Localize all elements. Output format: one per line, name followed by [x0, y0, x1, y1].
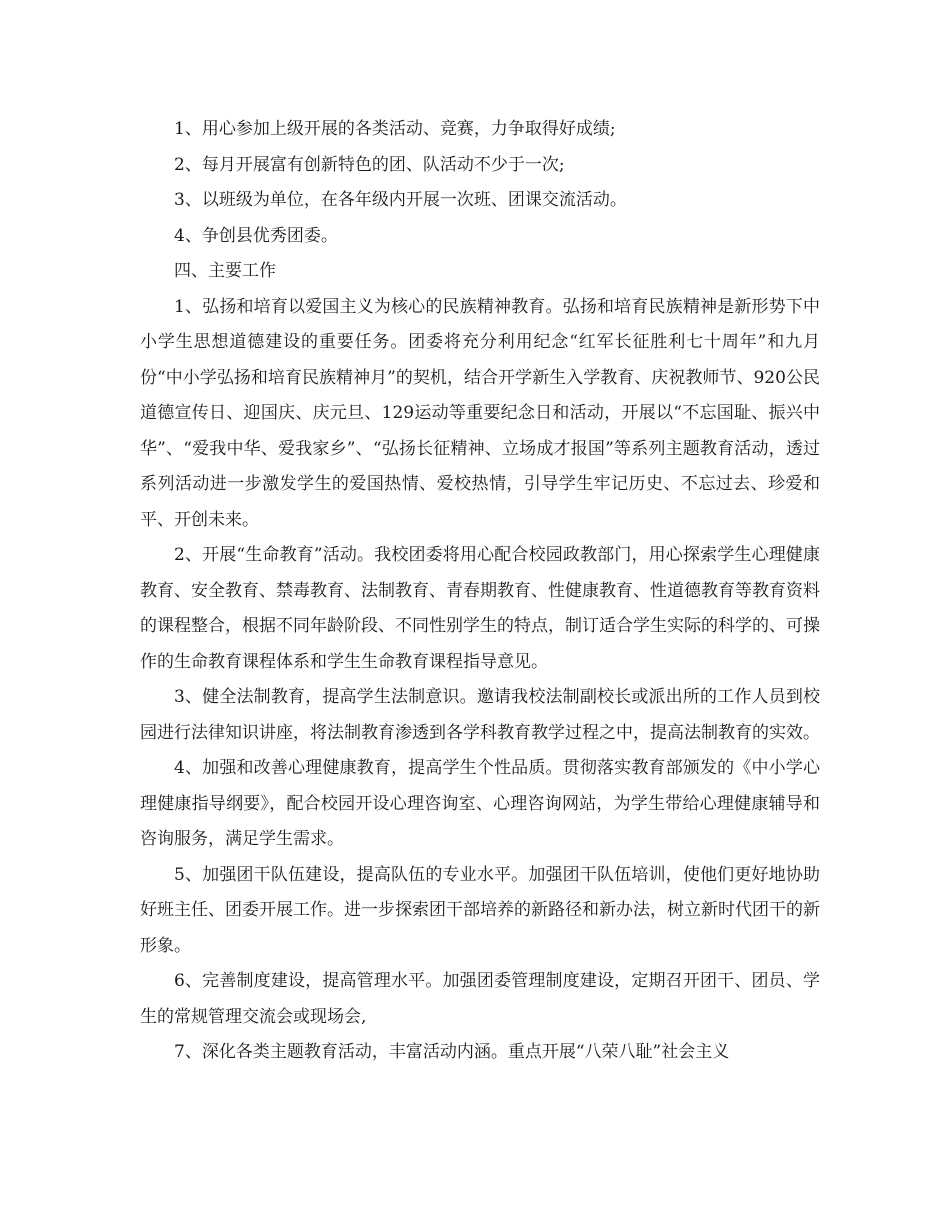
paragraph: 2、开展“生命教育”活动。我校团委将用心配合校园政教部门，用心探索学生心理健康教育、安全教育、禁毒教育、法制教育、青春期教育、性健康教育、性道德教育等教育资料的课程整合，根据不同年龄阶段、不同性别学生的特点，制订适合学生实际的科学的、可操作的生命教育课程体系和学生生命教育课程指导意见。	[140, 545, 820, 672]
paragraph: 3、以班级为单位，在各年级内开展一次班、团课交流活动。	[174, 190, 627, 210]
paragraph: 2、每月开展富有创新特色的团、队活动不少于一次;	[174, 154, 565, 175]
paragraph: 4、加强和改善心理健康教育，提高学生个性品质。贯彻落实教育部颁发的《中小学心理健康指导纲要》，配合校园开设心理咨询室、心理咨询网站，为学生带给心理健康辅导和咨询服务，满足学生需求。	[140, 758, 820, 849]
paragraph: 7、深化各类主题教育活动，丰富活动内涵。重点开展“八荣八耻”社会主义	[174, 1042, 730, 1062]
section-heading: 四、主要工作	[174, 261, 276, 281]
paragraph: 5、加强团干队伍建设，提高队伍的专业水平。加强团干队伍培训，使他们更好地协助好班主任、团委开展工作。进一步探索团干部培养的新路径和新办法，树立新时代团干的新形象。	[140, 864, 820, 956]
paragraph: 4、争创县优秀团委。	[174, 225, 338, 246]
paragraph: 1、用心参加上级开展的各类活动、竞赛，力争取得好成绩;	[174, 119, 616, 139]
paragraph: 3、健全法制教育，提高学生法制意识。邀请我校法制副校长或派出所的工作人员到校园进行法律知识讲座，将法制教育渗透到各学科教育教学过程之中，提高法制教育的实效。	[140, 687, 820, 743]
paragraph: 6、完善制度建设，提高管理水平。加强团委管理制度建设，定期召开团干、团员、学生的常规管理交流会或现场会,	[140, 971, 820, 1027]
document-body	[140, 112, 820, 1071]
paragraph: 1、弘扬和培育以爱国主义为核心的民族精神教育。弘扬和培育民族精神是新形势下中小学生思想道德建设的重要任务。团委将充分利用纪念“红军长征胜利七十周年”和九月份“中小学弘扬和培育民族精神月”的契机，结合开学新生入学教育、庆祝教师节、920公民道德宣传日、迎国庆、庆元旦、129运动等重要纪念日和活动，开展以“不忘国耻、振兴中华”、“爱我中华、爱我家乡”、“弘扬长征精神、立场成才报国”等系列主题教育活动，透过系列活动进一步激发学生的爱国热情、爱校热情，引导学生牢记历史、不忘过去、珍爱和平、开创未来。	[140, 296, 820, 530]
